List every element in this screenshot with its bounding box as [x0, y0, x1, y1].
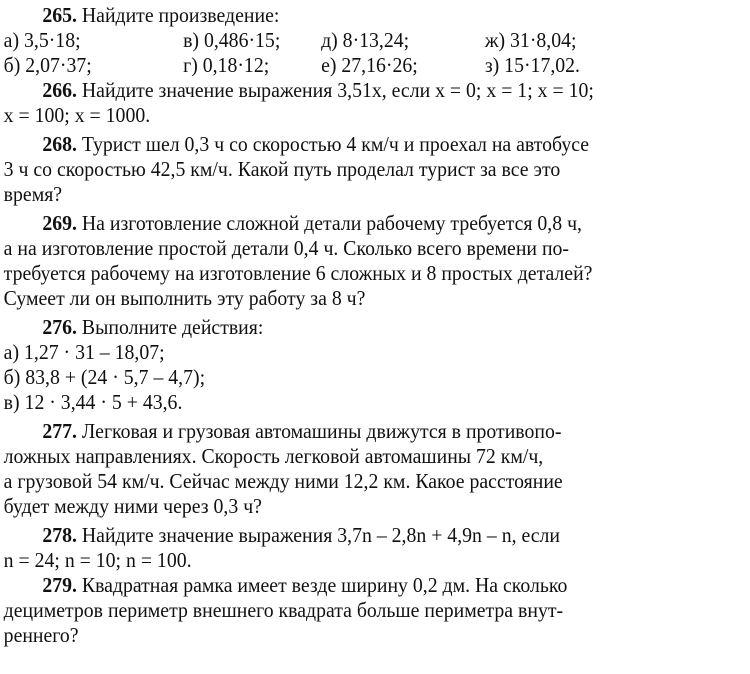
problem-276-item-c: в) 12 · 3,44 · 5 + 43,6.	[3, 390, 183, 414]
problem-text: Квадратная рамка имеет везде ширину 0,2 дм. На сколько	[81, 573, 568, 597]
problem-text: Найдите значение выражения 3,51x, если x = 0; x = 1; x = 10;	[81, 78, 594, 102]
problem-277-line-3: а грузовой 54 км/ч. Сейчас между ними 12,2 км. Какое расстояние	[3, 469, 563, 493]
problem-268-line-1	[4, 132, 690, 157]
problem-279-line-3: реннего?	[3, 623, 79, 647]
problem-276-item-a: а) 1,27 · 31 – 18,07;	[3, 340, 165, 364]
problem-text: На изготовление сложной детали рабочему требуется 0,8 ч,	[81, 211, 582, 235]
item-v: в) 0,486·15;	[183, 28, 281, 52]
item-d: д) 8·13,24;	[321, 28, 410, 52]
problem-265-row-1	[4, 28, 690, 53]
problem-number: 278.	[42, 523, 77, 547]
problem-number: 277.	[42, 419, 77, 443]
problem-269-line-3: требуется рабочему на изготовление 6 сложных и 8 простых деталей?	[3, 261, 593, 285]
problem-text: Легковая и грузовая автомашины движутся в противопо-	[81, 419, 562, 443]
item-b: б) 2,07·37;	[3, 53, 92, 77]
problem-text: Найдите произведение:	[81, 3, 280, 27]
problem-268-line-2: 3 ч со скоростью 42,5 км/ч. Какой путь проделал турист за все это	[3, 157, 561, 181]
problem-number: 279.	[42, 573, 77, 597]
problem-265-heading	[4, 3, 690, 28]
problem-269-line-1	[4, 211, 690, 236]
problem-279-line-1	[4, 573, 690, 598]
problem-number: 265.	[42, 3, 77, 27]
problem-268-line-3: время?	[3, 182, 63, 206]
problem-279-line-2: дециметров периметр внешнего квадрата больше периметра внут-	[3, 598, 564, 622]
problem-266-line-1	[4, 78, 690, 103]
problem-265-row-2	[4, 53, 690, 78]
problem-number: 276.	[42, 315, 77, 339]
problem-text: Выполните действия:	[81, 315, 264, 339]
problem-269-line-2: а на изготовление простой детали 0,4 ч. Сколько всего времени по-	[3, 236, 570, 260]
problem-text: Найдите значение выражения 3,7n – 2,8n + 4,9n – n, если	[81, 523, 560, 547]
item-g: г) 0,18·12;	[183, 53, 270, 77]
problem-278-line-2: n = 24; n = 10; n = 100.	[3, 548, 192, 572]
problem-text: Турист шел 0,3 ч со скоростью 4 км/ч и проехал на автобусе	[81, 132, 590, 156]
problem-number: 268.	[42, 132, 77, 156]
problem-277-line-2: ложных направлениях. Скорость легковой автомашины 72 км/ч,	[3, 444, 544, 468]
problem-277-line-4: будет между ними через 0,3 ч?	[3, 494, 262, 518]
problem-number: 266.	[42, 78, 77, 102]
problem-269-line-4: Сумеет ли он выполнить эту работу за 8 ч?	[3, 286, 366, 310]
problem-276-heading	[4, 315, 690, 340]
problem-278-line-1	[4, 523, 690, 548]
problem-number: 269.	[42, 211, 77, 235]
item-z: з) 15·17,02.	[484, 53, 581, 77]
problem-277-line-1	[4, 419, 690, 444]
problem-276-item-b: б) 83,8 + (24 · 5,7 – 4,7);	[3, 365, 206, 389]
item-e: е) 27,16·26;	[321, 53, 418, 77]
item-zh: ж) 31·8,04;	[484, 28, 577, 52]
problem-266-line-2: x = 100; x = 1000.	[3, 103, 151, 127]
item-a: а) 3,5·18;	[3, 28, 81, 52]
